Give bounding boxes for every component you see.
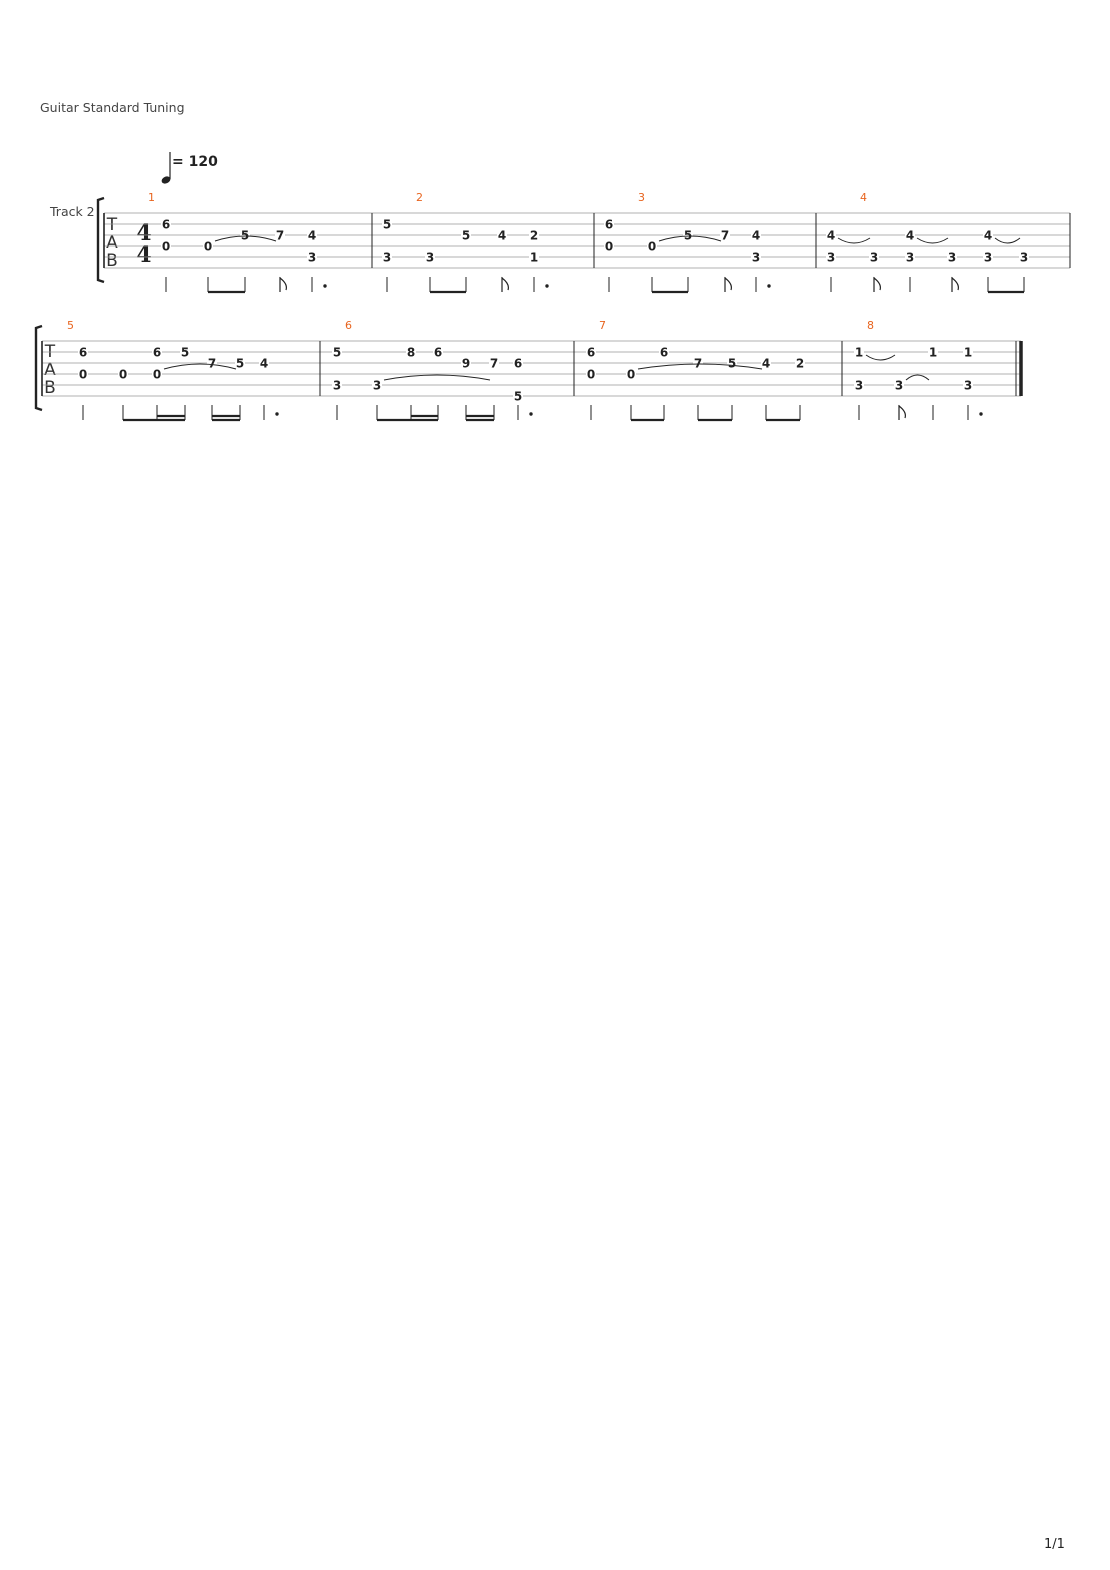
- dot-marker: [767, 284, 770, 287]
- fret-number: 0: [647, 239, 657, 254]
- dot-marker: [979, 412, 982, 415]
- fret-number: 5: [332, 345, 342, 360]
- fret-number: 6: [586, 345, 596, 360]
- fret-number: 3: [382, 250, 392, 265]
- fret-number: 4: [497, 228, 507, 243]
- tie-arc: [917, 238, 948, 243]
- fret-number: 3: [947, 250, 957, 265]
- track-label: Track 2: [50, 204, 95, 219]
- time-signature-numerator: 4: [136, 220, 152, 246]
- fret-number: 3: [826, 250, 836, 265]
- system-bracket: [36, 326, 42, 410]
- tab-clef-a: A: [106, 233, 118, 253]
- fret-number: 0: [586, 367, 596, 382]
- fret-number: 3: [372, 378, 382, 393]
- fret-number: 5: [683, 228, 693, 243]
- fret-number: 4: [259, 356, 269, 371]
- note-flag: [280, 278, 286, 292]
- fret-number: 3: [307, 250, 317, 265]
- measure-number: 4: [860, 191, 867, 204]
- fret-number: 1: [928, 345, 938, 360]
- fret-number: 6: [513, 356, 523, 371]
- fret-number: 5: [382, 217, 392, 232]
- fret-number: 0: [78, 367, 88, 382]
- tie-arc: [995, 238, 1020, 243]
- fret-number: 4: [761, 356, 771, 371]
- fret-number: 7: [693, 356, 703, 371]
- fret-number: 3: [425, 250, 435, 265]
- dot-marker: [275, 412, 278, 415]
- tab-clef-t: T: [44, 342, 56, 362]
- fret-number: 7: [489, 356, 499, 371]
- fret-number: 3: [963, 378, 973, 393]
- fret-number: 6: [433, 345, 443, 360]
- fret-number: 5: [513, 389, 523, 404]
- fret-number: 3: [905, 250, 915, 265]
- fret-number: 0: [626, 367, 636, 382]
- fret-number: 2: [795, 356, 805, 371]
- dot-marker: [529, 412, 532, 415]
- fret-number: 0: [161, 239, 171, 254]
- fret-number: 7: [275, 228, 285, 243]
- time-signature-denominator: 4: [136, 242, 152, 268]
- fret-number: 6: [152, 345, 162, 360]
- fret-number: 0: [152, 367, 162, 382]
- measure-number: 3: [638, 191, 645, 204]
- fret-number: 0: [203, 239, 213, 254]
- fret-number: 5: [235, 356, 245, 371]
- fret-number: 3: [869, 250, 879, 265]
- fret-number: 4: [826, 228, 836, 243]
- tempo-marking: = 120: [172, 154, 218, 170]
- fret-number: 5: [727, 356, 737, 371]
- measure-number: 6: [345, 319, 352, 332]
- fret-number: 5: [461, 228, 471, 243]
- measure-number: 7: [599, 319, 606, 332]
- note-flag: [502, 278, 508, 292]
- note-flag: [725, 278, 731, 292]
- tab-clef-b: B: [106, 251, 118, 271]
- fret-number: 3: [983, 250, 993, 265]
- dot-marker: [323, 284, 326, 287]
- tuning-label: Guitar Standard Tuning: [40, 100, 185, 115]
- tie-arc: [866, 355, 895, 360]
- fret-number: 6: [161, 217, 171, 232]
- fret-number: 1: [854, 345, 864, 360]
- fret-number: 1: [529, 250, 539, 265]
- measure-number: 2: [416, 191, 423, 204]
- fret-number: 7: [720, 228, 730, 243]
- fret-number: 5: [240, 228, 250, 243]
- fret-number: 4: [983, 228, 993, 243]
- fret-number: 9: [461, 356, 471, 371]
- tab-clef-a: A: [44, 360, 56, 380]
- fret-number: 3: [332, 378, 342, 393]
- note-flag: [952, 278, 958, 292]
- fret-number: 3: [751, 250, 761, 265]
- tie-arc: [838, 238, 870, 243]
- fret-number: 7: [207, 356, 217, 371]
- fret-number: 3: [894, 378, 904, 393]
- system-bracket: [98, 198, 104, 282]
- note-flag: [874, 278, 880, 292]
- fret-number: 3: [1019, 250, 1029, 265]
- fret-number: 1: [963, 345, 973, 360]
- fret-number: 6: [78, 345, 88, 360]
- tie-arc: [384, 375, 490, 380]
- tie-arc: [906, 375, 929, 380]
- fret-number: 4: [751, 228, 761, 243]
- measure-number: 8: [867, 319, 874, 332]
- quarter-note-icon: [160, 152, 171, 185]
- measure-number: 5: [67, 319, 74, 332]
- fret-number: 8: [406, 345, 416, 360]
- fret-number: 6: [604, 217, 614, 232]
- measure-number: 1: [148, 191, 155, 204]
- dot-marker: [545, 284, 548, 287]
- fret-number: 2: [529, 228, 539, 243]
- fret-number: 4: [905, 228, 915, 243]
- fret-number: 4: [307, 228, 317, 243]
- fret-number: 3: [854, 378, 864, 393]
- tab-clef-t: T: [106, 215, 118, 235]
- note-flag: [899, 406, 905, 420]
- fret-number: 0: [604, 239, 614, 254]
- fret-number: 6: [659, 345, 669, 360]
- fret-number: 0: [118, 367, 128, 382]
- fret-number: 5: [180, 345, 190, 360]
- tab-clef-b: B: [44, 378, 56, 398]
- page-number: 1/1: [1044, 1537, 1065, 1552]
- tie-arc: [164, 364, 236, 369]
